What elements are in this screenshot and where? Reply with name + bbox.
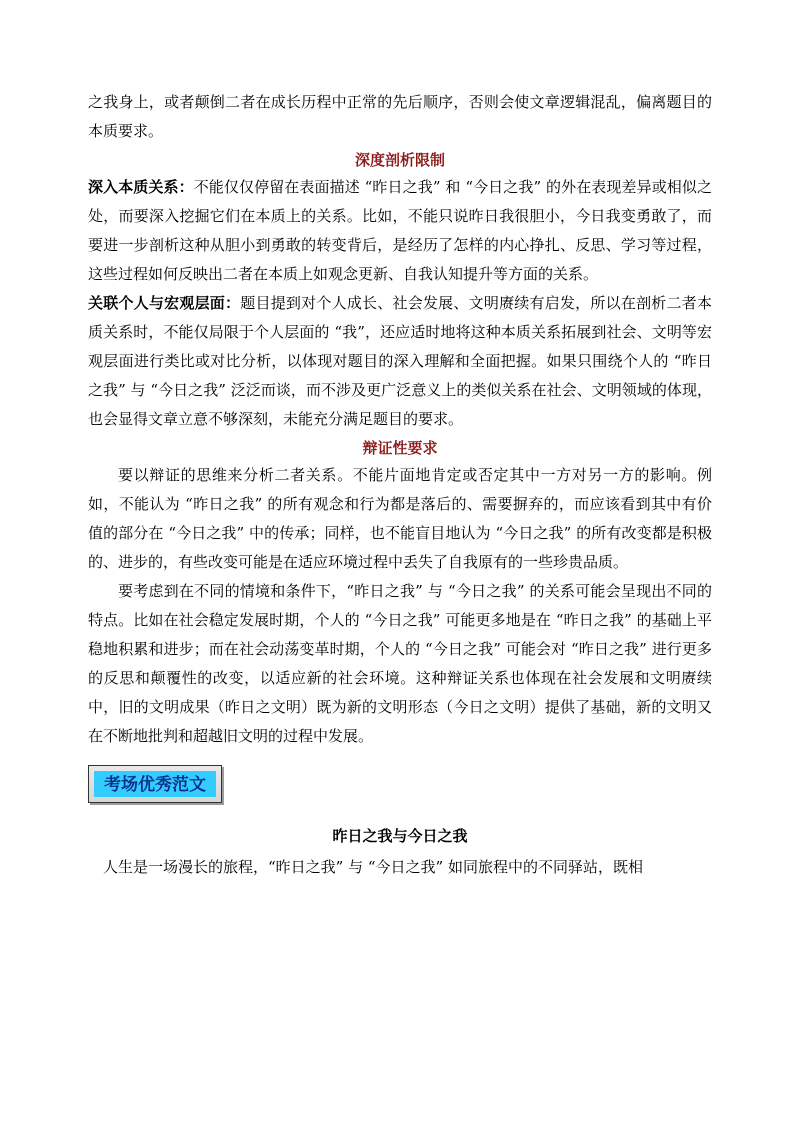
item-individual-macro xyxy=(88,289,712,434)
banner-label: 考场优秀范文 xyxy=(94,771,216,797)
item-text: 不能仅仅停留在表面描述 “昨日之我” 和 “今日之我” 的外在表现差异或相似之处，而要深入挖掘它们在本质上的关系。比如，不能只说昨日我很胆小，今日我变勇敢了，而要进一步剖析这种从胆小到勇敢的转变背后，是经历了怎样的内心挣扎、反思、学习等过程，这些过程如何反映出二者在本质上如观念更新、自我认知提升等方面的关系。 xyxy=(88,178,712,283)
item-essential-relationship xyxy=(88,173,712,289)
essay-title: 昨日之我与今日之我 xyxy=(332,827,468,845)
intro-paragraph-tail: 之我身上，或者颠倒二者在成长历程中正常的先后顺序，否则会使文章逻辑混乱，偏离题目的本质要求。 xyxy=(88,93,712,140)
item-text: 题目提到对个人成长、社会发展、文明赓续有启发，所以在剖析二者本质关系时，不能仅局限于个人层面的 “我”，还应适时地将这种本质关系拓展到社会、文明等宏观层面进行类比或对比分析，以体现对题目的深入理解和全面把握。如果只围绕个人的 “昨日之我” 与 “今日之我” 泛泛而谈，而不涉及更广泛意义上的类似关系在社会、文明领域的体现，也会显得文章立意不够深刻，未能充分满足题目的要求。 xyxy=(88,294,712,428)
dialectic-paragraph-1: 要以辩证的思维来分析二者关系。不能片面地肯定或否定其中一方对另一方的影响。例如，不能认为 “昨日之我” 的所有观念和行为都是落后的、需要摒弃的，而应该看到其中有价值的部分在 “今日之我” 中的传承；同样，也不能盲目地认为 “今日之我” 的所有改变都是积极的、进步的，有些改变可能是在适应环境过程中丢失了自我原有的一些珍贵品质。 xyxy=(88,466,712,571)
item-term: 关联个人与宏观层面： xyxy=(88,294,241,312)
document-content xyxy=(88,88,712,882)
section-heading-depth: 深度剖析限制 xyxy=(354,151,445,169)
dialectic-paragraph-2: 要考虑到在不同的情境和条件下，“昨日之我” 与 “今日之我” 的关系可能会呈现出不同的特点。比如在社会稳定发展时期，个人的 “今日之我” 可能更多地是在 “昨日之我” 的基础上平稳地积累和进步；而在社会动荡变革时期，个人的 “今日之我” 可能会对 “昨日之我” 进行更多的反思和颠覆性的改变，以适应新的社会环境。这种辩证关系也体现在社会发展和文明赓续中，旧的文明成果（昨日之文明）既为新的文明形态（今日之文明）提供了基础，新的文明又在不断地批判和超越旧文明的过程中发展。 xyxy=(88,582,712,745)
section-banner xyxy=(88,765,222,803)
section-heading-dialectic: 辩证性要求 xyxy=(362,439,438,457)
banner-wrap xyxy=(88,765,712,809)
essay-first-line: 人生是一场漫长的旅程，“昨日之我” 与 “今日之我” 如同旅程中的不同驿站，既相 xyxy=(103,858,643,876)
item-term: 深入本质关系： xyxy=(88,178,194,196)
